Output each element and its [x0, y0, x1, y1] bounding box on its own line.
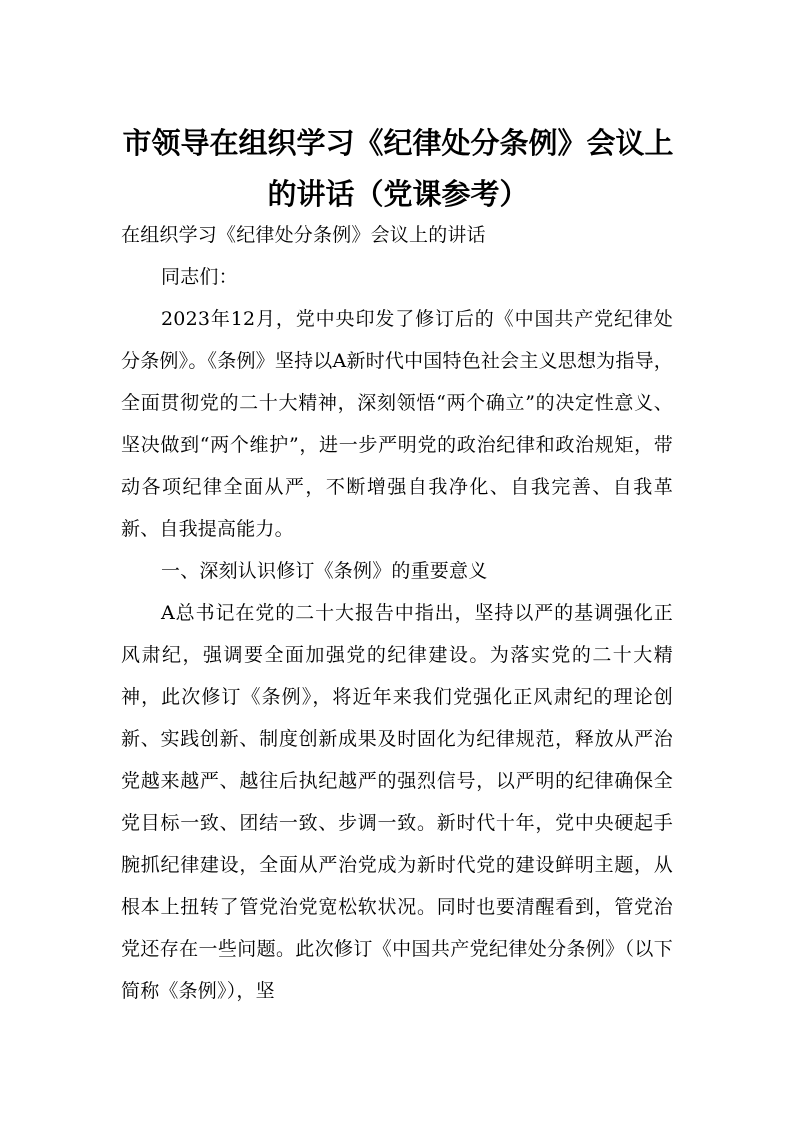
document-body	[121, 214, 673, 1012]
salutation: 同志们：	[161, 266, 238, 288]
paragraph-significance: A总书记在党的二十大报告中指出，坚持以严的基调强化正风肃纪，强调要全面加强党的纪律建设。为落实党的二十大精神，此次修订《条例》，将近年来我们党强化正风肃纪的理论创新、实践创新、制度创新成果及时固化为纪律规范，释放从严治党越来越严、越往后执纪越严的强烈信号，以严明的纪律确保全党目标一致、团结一致、步调一致。新时代十年，党中央硬起手腕抓纪律建设，全面从严治党成为新时代党的建设鲜明主题，从根本上扭转了管党治党宽松软状况。同时也要清醒看到，管党治党还存在一些问题。此次修订《中国共产党纪律处分条例》（以下简称《条例》），坚	[121, 602, 673, 1002]
section-heading: 一、深刻认识修订《条例》的重要意义	[161, 560, 488, 582]
document-title-line-1: 市领导在组织学习《纪律处分条例》会议上	[122, 126, 674, 160]
document-title-line-2: 的讲话（党课参考）	[267, 177, 529, 211]
paragraph-intro: 2023年12月，党中央印发了修订后的《中国共产党纪律处分条例》。《条例》坚持以A新时代中国特色社会主义思想为指导，全面贯彻党的二十大精神，深刻领悟“两个确立”的决定性意义、坚决做到“两个维护”，进一步严明党的政治纪律和政治规矩，带动各项纪律全面从严，不断增强自我净化、自我完善、自我革新、自我提高能力。	[121, 308, 673, 540]
speech-subtitle: 在组织学习《纪律处分条例》会议上的讲话	[121, 224, 486, 246]
